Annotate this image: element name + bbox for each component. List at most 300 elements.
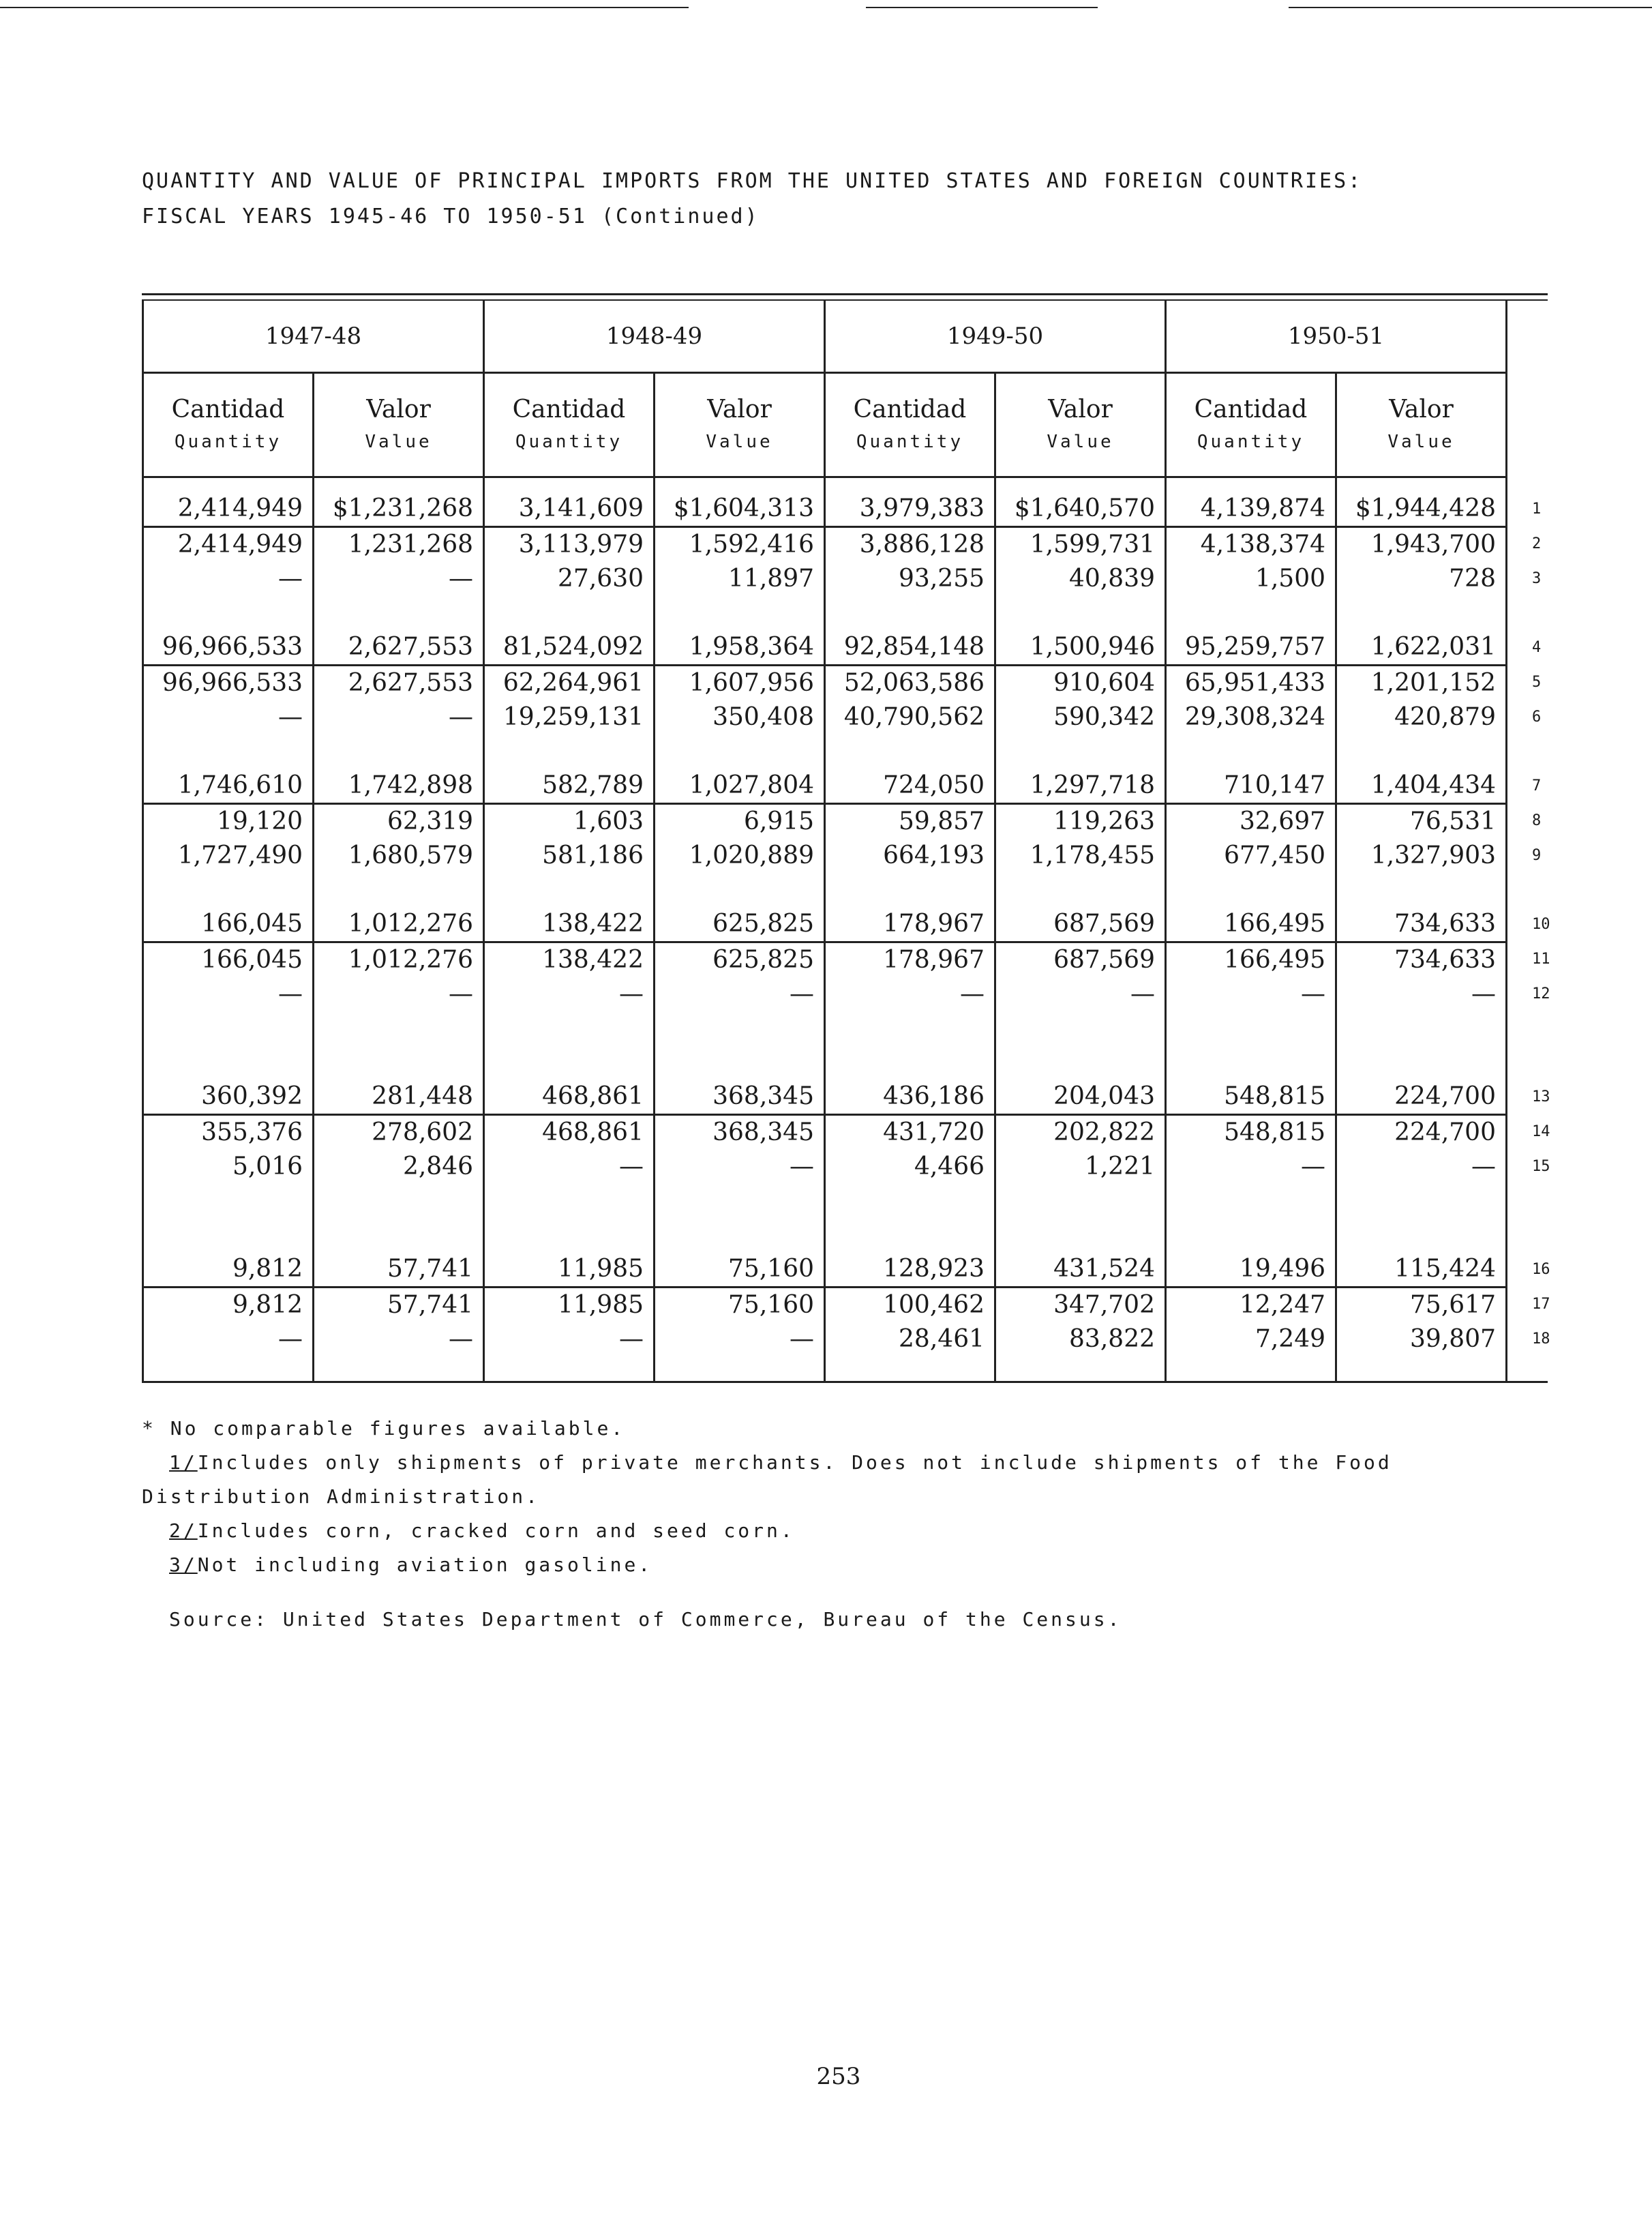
quantity-cell: 28,461 <box>825 1322 995 1356</box>
quantity-cell: 11,985 <box>484 1252 655 1288</box>
spacer-row <box>143 1356 1549 1381</box>
footnote-star: * No comparable figures available. <box>142 1417 626 1440</box>
column-header-english: Quantity <box>856 432 964 452</box>
quantity-column-header <box>484 373 655 477</box>
line-number: 16 <box>1532 1260 1550 1278</box>
table-row <box>143 769 1549 804</box>
value-cell: 1,012,276 <box>314 907 484 942</box>
spacer-cell <box>825 596 995 630</box>
spacer-cell <box>1166 477 1336 492</box>
value-cell: 115,424 <box>1336 1252 1507 1288</box>
spacer-cell <box>655 1184 825 1252</box>
quantity-cell: 59,857 <box>825 804 995 839</box>
imports-table-body <box>143 477 1549 1382</box>
line-number: 1 <box>1532 500 1542 518</box>
value-cell: 57,741 <box>314 1288 484 1323</box>
spacer-cell <box>484 873 655 907</box>
spacer-cell <box>314 1184 484 1252</box>
value-column-header <box>995 373 1166 477</box>
value-cell: 1,012,276 <box>314 942 484 978</box>
imports-table <box>142 301 1550 1381</box>
value-cell: 62,319 <box>314 804 484 839</box>
column-header-spanish: Valor <box>707 396 772 423</box>
spacer-cell <box>1507 477 1549 492</box>
quantity-cell: 32,697 <box>1166 804 1336 839</box>
value-cell: 1,027,804 <box>655 769 825 804</box>
table-row <box>143 1252 1549 1288</box>
value-cell: 1,622,031 <box>1336 630 1507 666</box>
value-cell: $1,231,268 <box>314 492 484 527</box>
table-row <box>143 839 1549 873</box>
line-number: 4 <box>1532 638 1542 656</box>
quantity-cell: 581,186 <box>484 839 655 873</box>
value-cell: — <box>655 1150 825 1184</box>
footnote-1-continued: Distribution Administration. <box>142 1485 541 1508</box>
quantity-cell: — <box>484 1150 655 1184</box>
value-cell: — <box>995 977 1166 1011</box>
year-header: 1949-50 <box>825 301 1166 373</box>
quantity-cell: 40,790,562 <box>825 700 995 734</box>
column-header-english: Quantity <box>1197 432 1305 452</box>
spacer-cell <box>143 1011 314 1080</box>
spacer-row <box>143 734 1549 769</box>
footnotes <box>142 1412 1540 1637</box>
title-line-2: FISCAL YEARS 1945-46 TO 1950-51 (Continued) <box>142 205 760 228</box>
page-title <box>142 164 1540 235</box>
value-cell: — <box>314 700 484 734</box>
quantity-cell: 468,861 <box>484 1115 655 1150</box>
spacer-cell <box>1336 873 1507 907</box>
footnote-2-text: Includes corn, cracked corn and seed corn. <box>197 1519 795 1542</box>
quantity-cell: — <box>825 977 995 1011</box>
spacer-cell <box>825 1184 995 1252</box>
spacer-cell <box>995 734 1166 769</box>
quantity-cell: — <box>484 977 655 1011</box>
value-cell: 625,825 <box>655 942 825 978</box>
value-cell: 40,839 <box>995 562 1166 596</box>
spacer-cell <box>1336 596 1507 630</box>
line-number: 6 <box>1532 709 1542 726</box>
quantity-cell: 12,247 <box>1166 1288 1336 1323</box>
value-cell: 431,524 <box>995 1252 1166 1288</box>
quantity-cell: 81,524,092 <box>484 630 655 666</box>
quantity-cell: 4,466 <box>825 1150 995 1184</box>
spacer-cell <box>1507 1184 1549 1252</box>
quantity-cell: 710,147 <box>1166 769 1336 804</box>
value-cell: — <box>314 1322 484 1356</box>
table-row <box>143 492 1549 527</box>
column-header-english: Quantity <box>515 432 623 452</box>
spacer-cell <box>484 734 655 769</box>
quantity-cell: — <box>484 1322 655 1356</box>
value-cell: 1,231,268 <box>314 527 484 563</box>
value-cell: 625,825 <box>655 907 825 942</box>
table-row <box>143 700 1549 734</box>
line-number: 9 <box>1532 847 1542 864</box>
quantity-column-header <box>143 373 314 477</box>
spacer-cell <box>1336 1356 1507 1381</box>
value-cell: 1,201,152 <box>1336 666 1507 701</box>
value-cell: 1,592,416 <box>655 527 825 563</box>
value-cell: 1,404,434 <box>1336 769 1507 804</box>
top-rule-left <box>0 7 689 8</box>
quantity-cell: — <box>1166 1150 1336 1184</box>
spacer-cell <box>1166 873 1336 907</box>
spacer-cell <box>1166 1356 1336 1381</box>
spacer-cell <box>655 1011 825 1080</box>
spacer-row <box>143 477 1549 492</box>
value-column-header <box>655 373 825 477</box>
spacer-row <box>143 1184 1549 1252</box>
value-cell: $1,604,313 <box>655 492 825 527</box>
spacer-cell <box>1336 1184 1507 1252</box>
value-cell: 57,741 <box>314 1252 484 1288</box>
value-cell: 687,569 <box>995 942 1166 978</box>
table-row <box>143 630 1549 666</box>
spacer-cell <box>1507 596 1549 630</box>
spacer-cell <box>995 873 1166 907</box>
quantity-cell: — <box>143 562 314 596</box>
value-cell: 2,627,553 <box>314 630 484 666</box>
spacer-cell <box>1166 1011 1336 1080</box>
line-number: 14 <box>1532 1123 1550 1141</box>
table-row <box>143 1322 1549 1356</box>
page-number: 253 <box>816 2063 861 2090</box>
column-header-english: Quantity <box>174 432 282 452</box>
quantity-cell: 1,603 <box>484 804 655 839</box>
quantity-cell: 431,720 <box>825 1115 995 1150</box>
spacer-row <box>143 1011 1549 1080</box>
spacer-cell <box>1336 1011 1507 1080</box>
spacer-cell <box>484 1011 655 1080</box>
value-cell: 1,680,579 <box>314 839 484 873</box>
spacer-cell <box>143 1184 314 1252</box>
value-cell: 1,500,946 <box>995 630 1166 666</box>
line-number: 7 <box>1532 777 1542 794</box>
value-cell: 76,531 <box>1336 804 1507 839</box>
quantity-cell: 3,113,979 <box>484 527 655 563</box>
footnote-3-mark: 3/ <box>169 1553 198 1576</box>
quantity-cell: 4,138,374 <box>1166 527 1336 563</box>
footnote-3 <box>142 1548 1540 1582</box>
value-cell: 202,822 <box>995 1115 1166 1150</box>
quantity-cell: 360,392 <box>143 1080 314 1115</box>
year-header: 1947-48 <box>143 301 484 373</box>
quantity-cell: 7,249 <box>1166 1322 1336 1356</box>
table-row <box>143 1115 1549 1150</box>
quantity-cell: — <box>143 977 314 1011</box>
value-cell: 75,160 <box>655 1288 825 1323</box>
value-cell: — <box>655 1322 825 1356</box>
quantity-cell: 664,193 <box>825 839 995 873</box>
value-cell: 590,342 <box>995 700 1166 734</box>
quantity-cell: 19,120 <box>143 804 314 839</box>
table-row <box>143 1080 1549 1115</box>
spacer-cell <box>484 477 655 492</box>
column-header-spanish: Cantidad <box>1194 396 1308 423</box>
spacer-cell <box>995 1011 1166 1080</box>
value-cell: 11,897 <box>655 562 825 596</box>
spacer-cell <box>1507 873 1549 907</box>
spacer-cell <box>143 734 314 769</box>
spacer-cell <box>314 873 484 907</box>
value-cell: 368,345 <box>655 1080 825 1115</box>
table-row <box>143 907 1549 942</box>
value-cell: 350,408 <box>655 700 825 734</box>
spacer-cell <box>143 873 314 907</box>
column-header-spanish: Cantidad <box>853 396 967 423</box>
spacer-cell <box>655 734 825 769</box>
value-cell: 281,448 <box>314 1080 484 1115</box>
quantity-cell: 1,500 <box>1166 562 1336 596</box>
footnote-1-mark: 1/ <box>169 1451 198 1474</box>
line-number-header <box>1507 301 1549 373</box>
top-rule-right <box>1289 7 1652 8</box>
spacer-cell <box>143 477 314 492</box>
column-header-english: Value <box>1387 432 1455 452</box>
table-row <box>143 1288 1549 1323</box>
spacer-cell <box>825 477 995 492</box>
value-cell: 39,807 <box>1336 1322 1507 1356</box>
value-cell: $1,640,570 <box>995 492 1166 527</box>
quantity-cell: 62,264,961 <box>484 666 655 701</box>
line-number: 12 <box>1532 985 1550 1002</box>
value-cell: 1,297,718 <box>995 769 1166 804</box>
value-column-header <box>314 373 484 477</box>
quantity-cell: 11,985 <box>484 1288 655 1323</box>
quantity-cell: 677,450 <box>1166 839 1336 873</box>
table-row <box>143 666 1549 701</box>
spacer-cell <box>314 596 484 630</box>
spacer-cell <box>995 596 1166 630</box>
table-bottom-rule <box>142 1381 1548 1383</box>
quantity-cell: 548,815 <box>1166 1115 1336 1150</box>
table-row <box>143 942 1549 978</box>
value-cell: 1,599,731 <box>995 527 1166 563</box>
spacer-row <box>143 596 1549 630</box>
footnote-1 <box>142 1446 1540 1480</box>
spacer-cell <box>143 1356 314 1381</box>
spacer-cell <box>995 1184 1166 1252</box>
line-number: 17 <box>1532 1296 1550 1313</box>
value-cell: 1,607,956 <box>655 666 825 701</box>
quantity-cell: 582,789 <box>484 769 655 804</box>
spacer-cell <box>655 1356 825 1381</box>
quantity-cell: 3,141,609 <box>484 492 655 527</box>
value-cell: 1,020,889 <box>655 839 825 873</box>
value-cell: 734,633 <box>1336 942 1507 978</box>
quantity-cell: 9,812 <box>143 1252 314 1288</box>
quantity-cell: 1,727,490 <box>143 839 314 873</box>
value-cell: 1,178,455 <box>995 839 1166 873</box>
line-number: 2 <box>1532 535 1542 553</box>
spacer-cell <box>314 1011 484 1080</box>
column-header-spanish: Cantidad <box>512 396 626 423</box>
value-cell: — <box>314 977 484 1011</box>
quantity-cell: 166,045 <box>143 942 314 978</box>
spacer-cell <box>1507 1356 1549 1381</box>
value-cell: 1,958,364 <box>655 630 825 666</box>
value-cell: 224,700 <box>1336 1080 1507 1115</box>
quantity-cell: 2,414,949 <box>143 492 314 527</box>
quantity-cell: 19,496 <box>1166 1252 1336 1288</box>
line-number: 13 <box>1532 1088 1550 1105</box>
value-cell: 368,345 <box>655 1115 825 1150</box>
quantity-cell: 96,966,533 <box>143 666 314 701</box>
quantity-cell: 166,495 <box>1166 907 1336 942</box>
value-cell: 278,602 <box>314 1115 484 1150</box>
quantity-cell: 65,951,433 <box>1166 666 1336 701</box>
spacer-row <box>143 873 1549 907</box>
line-number: 3 <box>1532 570 1542 587</box>
quantity-cell: 128,923 <box>825 1252 995 1288</box>
quantity-cell: 3,886,128 <box>825 527 995 563</box>
value-cell: 2,627,553 <box>314 666 484 701</box>
line-number: 18 <box>1532 1330 1550 1348</box>
spacer-cell <box>655 873 825 907</box>
column-header-spanish: Valor <box>1048 396 1113 423</box>
quantity-cell: 2,414,949 <box>143 527 314 563</box>
spacer-cell <box>1507 734 1549 769</box>
spacer-cell <box>314 477 484 492</box>
quantity-cell: 96,966,533 <box>143 630 314 666</box>
value-cell: — <box>655 977 825 1011</box>
imports-table-container <box>142 293 1548 1383</box>
quantity-cell: 138,422 <box>484 907 655 942</box>
spacer-cell <box>825 734 995 769</box>
quantity-cell: 4,139,874 <box>1166 492 1336 527</box>
table-row <box>143 562 1549 596</box>
column-header-spanish: Valor <box>1389 396 1454 423</box>
footnote-2-mark: 2/ <box>169 1519 198 1542</box>
table-row <box>143 977 1549 1011</box>
quantity-column-header <box>825 373 995 477</box>
year-header: 1950-51 <box>1166 301 1507 373</box>
quantity-cell: 27,630 <box>484 562 655 596</box>
quantity-cell: 52,063,586 <box>825 666 995 701</box>
footnote-3-text: Not including aviation gasoline. <box>197 1553 653 1576</box>
spacer-cell <box>484 1356 655 1381</box>
value-cell: 1,327,903 <box>1336 839 1507 873</box>
table-row <box>143 1150 1549 1184</box>
value-cell: 2,846 <box>314 1150 484 1184</box>
quantity-cell: — <box>143 700 314 734</box>
quantity-cell: 138,422 <box>484 942 655 978</box>
quantity-cell: 19,259,131 <box>484 700 655 734</box>
quantity-cell: 92,854,148 <box>825 630 995 666</box>
quantity-cell: 355,376 <box>143 1115 314 1150</box>
quantity-cell: 436,186 <box>825 1080 995 1115</box>
value-cell: 75,617 <box>1336 1288 1507 1323</box>
value-cell: 1,943,700 <box>1336 527 1507 563</box>
spacer-cell <box>655 477 825 492</box>
value-cell: 119,263 <box>995 804 1166 839</box>
value-cell: — <box>314 562 484 596</box>
footnote-2 <box>142 1514 1540 1548</box>
value-cell: 1,742,898 <box>314 769 484 804</box>
quantity-cell: 93,255 <box>825 562 995 596</box>
spacer-cell <box>314 734 484 769</box>
value-cell: 910,604 <box>995 666 1166 701</box>
spacer-cell <box>655 596 825 630</box>
spacer-cell <box>143 596 314 630</box>
spacer-cell <box>825 873 995 907</box>
line-number: 15 <box>1532 1158 1550 1175</box>
value-column-header <box>1336 373 1507 477</box>
table-top-double-rule <box>142 293 1548 301</box>
spacer-cell <box>1336 734 1507 769</box>
spacer-cell <box>825 1011 995 1080</box>
column-header-english: Value <box>706 432 773 452</box>
value-cell: 420,879 <box>1336 700 1507 734</box>
value-cell: 6,915 <box>655 804 825 839</box>
footnote-1-text: Includes only shipments of private merchants. Does not include shipments of the Food <box>197 1451 1392 1474</box>
column-header-english: Value <box>1047 432 1114 452</box>
title-line-1: QUANTITY AND VALUE OF PRINCIPAL IMPORTS FROM THE UNITED STATES AND FOREIGN COUNTRIES: <box>142 169 1363 193</box>
quantity-cell: 166,045 <box>143 907 314 942</box>
spacer-cell <box>484 1184 655 1252</box>
quantity-cell: 178,967 <box>825 942 995 978</box>
table-row <box>143 804 1549 839</box>
year-header-row <box>143 301 1549 373</box>
quantity-cell: 5,016 <box>143 1150 314 1184</box>
column-header-english: Value <box>365 432 432 452</box>
year-header: 1948-49 <box>484 301 825 373</box>
quantity-cell: 9,812 <box>143 1288 314 1323</box>
line-number: 5 <box>1532 674 1542 691</box>
value-cell: 347,702 <box>995 1288 1166 1323</box>
quantity-cell: 100,462 <box>825 1288 995 1323</box>
spacer-cell <box>484 596 655 630</box>
quantity-cell: 1,746,610 <box>143 769 314 804</box>
value-cell: 204,043 <box>995 1080 1166 1115</box>
line-number: 8 <box>1532 812 1542 830</box>
spacer-cell <box>1336 477 1507 492</box>
quantity-cell: 3,979,383 <box>825 492 995 527</box>
spacer-cell <box>1166 596 1336 630</box>
spacer-cell <box>995 477 1166 492</box>
spacer-cell <box>825 1356 995 1381</box>
value-cell: 224,700 <box>1336 1115 1507 1150</box>
spacer-cell <box>1166 734 1336 769</box>
top-rule-mid <box>866 7 1098 8</box>
value-cell: 1,221 <box>995 1150 1166 1184</box>
quantity-cell: 166,495 <box>1166 942 1336 978</box>
column-header-row <box>143 373 1549 477</box>
quantity-cell: 95,259,757 <box>1166 630 1336 666</box>
value-cell: 728 <box>1336 562 1507 596</box>
column-header-spanish: Cantidad <box>171 396 285 423</box>
quantity-cell: 548,815 <box>1166 1080 1336 1115</box>
value-cell: $1,944,428 <box>1336 492 1507 527</box>
column-header-spanish: Valor <box>366 396 431 423</box>
spacer-cell <box>1507 1011 1549 1080</box>
quantity-cell: — <box>1166 977 1336 1011</box>
value-cell: 75,160 <box>655 1252 825 1288</box>
value-cell: 734,633 <box>1336 907 1507 942</box>
quantity-cell: 468,861 <box>484 1080 655 1115</box>
quantity-cell: — <box>143 1322 314 1356</box>
table-row <box>143 527 1549 563</box>
value-cell: — <box>1336 977 1507 1011</box>
quantity-cell: 29,308,324 <box>1166 700 1336 734</box>
line-number: 11 <box>1532 951 1550 968</box>
value-cell: 83,822 <box>995 1322 1166 1356</box>
quantity-cell: 178,967 <box>825 907 995 942</box>
value-cell: 687,569 <box>995 907 1166 942</box>
line-number-header <box>1507 373 1549 477</box>
spacer-cell <box>1166 1184 1336 1252</box>
